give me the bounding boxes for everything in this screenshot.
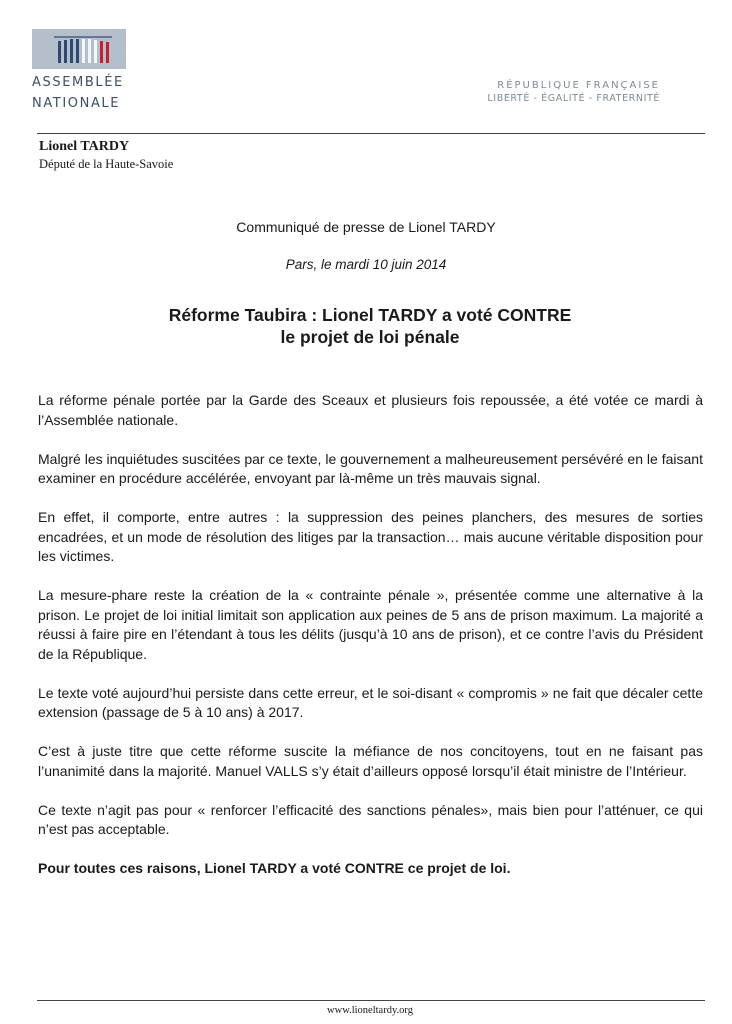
paragraph: La mesure-phare reste la création de la « contrainte pénale », présentée comme une alternative à la prison. Le projet de loi initial limitait son application aux peines de 5 ans de prison maximum. La majorité a réussi à faire pire en l’étendant à tous les délits (jusqu’à 10 ans de prison), et ce contre l’avis du Président de la République. [38, 587, 703, 662]
liberte-egalite-fraternite-label: LIBERTÉ - ÉGALITÉ - FRATERNITÉ [487, 93, 660, 104]
deputy-role: Député de la Haute-Savoie [39, 157, 174, 171]
paragraph: La réforme pénale portée par la Garde des Sceaux et plusieurs fois repoussée, a été votée ce mardi à l’Assemblée nationale. [38, 392, 703, 428]
paragraph: C’est à juste titre que cette réforme suscite la méfiance de nos concitoyens, tout en ne faisant pas l’unanimité dans la majorité. Manuel VALLS s’y était d’ailleurs opposé lorsqu’il était ministre de l’Intérieur. [38, 743, 703, 779]
logo-line-assemblee: ASSEMBLÉE [32, 75, 124, 90]
title-line-2: le projet de loi pénale [280, 327, 460, 347]
conclusion-paragraph: Pour toutes ces raisons, Lionel TARDY a voté CONTRE ce projet de loi. [38, 860, 511, 876]
title-line-1: Réforme Taubira : Lionel TARDY a voté CONTRE [168, 305, 572, 325]
assemblee-nationale-logo [32, 29, 128, 111]
header-divider [37, 133, 705, 134]
paragraph: Malgré les inquiétudes suscitées par ce texte, le gouvernement a malheureusement persévéré en le faisant examiner en procédure accélérée, envoyant par là-même un très mauvais signal. [38, 450, 703, 486]
body-text [38, 391, 703, 898]
document-title [0, 304, 732, 348]
footer-divider [37, 1000, 705, 1001]
paragraph: En effet, il comporte, entre autres : la suppression des peines planchers, des mesures de sorties encadrées, et un mode de résolution des litiges par la transaction… mais aucune véritable disposition pour les victimes. [38, 509, 703, 564]
paragraph: Le texte voté aujourd’hui persiste dans cette erreur, et le soi-disant « compromis » ne fait que décaler cette extension (passage de 5 à 10 ans) à 2017. [38, 684, 703, 720]
release-date: Pars, le mardi 10 juin 2014 [285, 257, 447, 272]
republique-francaise-label: RÉPUBLIQUE FRANÇAISE [497, 80, 660, 91]
hemicycle-columns-icon [32, 29, 126, 69]
paragraph: Ce texte n’agit pas pour « renforcer l’efficacité des sanctions pénales», mais bien pour l’atténuer, ce qui n’est pas acceptable. [38, 801, 703, 837]
deputy-name: Lionel TARDY [39, 139, 130, 154]
republic-motto [487, 79, 660, 106]
press-release-heading: Communiqué de presse de Lionel TARDY [236, 219, 496, 235]
logo-line-nationale: NATIONALE [32, 96, 121, 111]
deputy-block [39, 138, 173, 172]
footer-website: www.lioneltardy.org [327, 1005, 413, 1016]
